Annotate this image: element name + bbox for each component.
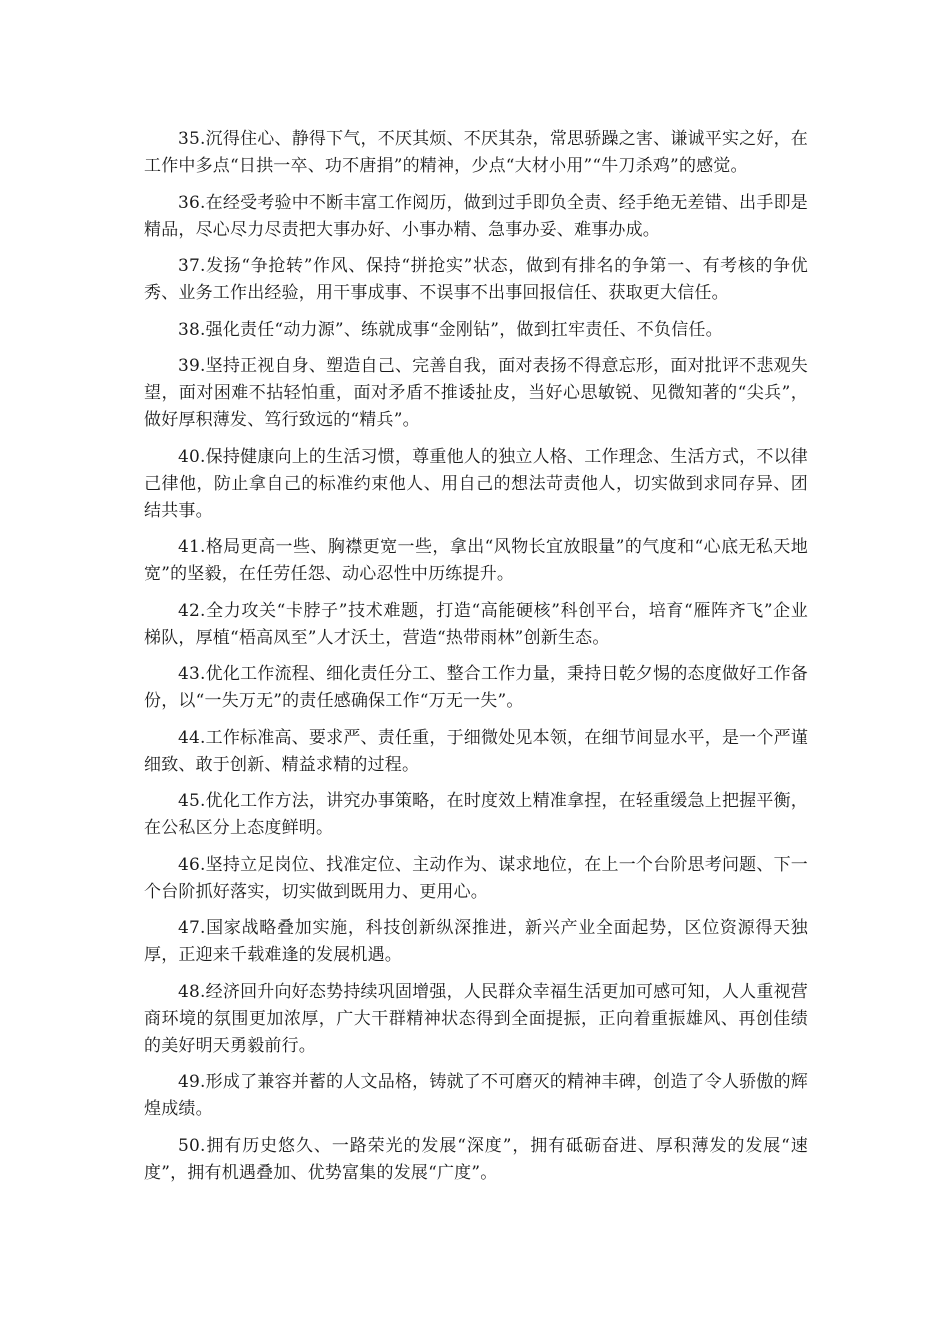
paragraph-48: 48.经济回升向好态势持续巩固增强，人民群众幸福生活更加可感可知，人人重视营商环境的氛围更加浓厚，广大干群精神状态得到全面提振，正向着重振雄风、再创佳绩的美好明天勇毅前行。 (144, 981, 808, 1056)
paragraph-44: 44.工作标准高、要求严、责任重，于细微处见本领，在细节间显水平，是一个严谨细致、敢于创新、精益求精的过程。 (144, 727, 808, 775)
paragraph-47: 47.国家战略叠加实施，科技创新纵深推进，新兴产业全面起势，区位资源得天独厚，正迎来千载难逢的发展机遇。 (144, 918, 808, 965)
paragraph-42: 42.全力攻关“卡脖子”技术难题，打造“高能硬核”科创平台，培育“雁阵齐飞”企业梯队，厚植“梧高凤至”人才沃土，营造“热带雨林”创新生态。 (144, 600, 808, 648)
paragraph-41: 41.格局更高一些、胸襟更宽一些，拿出“风物长宜放眼量”的气度和“心底无私天地宽”的坚毅，在任劳任怨、动心忍性中历练提升。 (144, 537, 808, 584)
document-body (144, 126, 808, 1196)
paragraph-50: 50.拥有历史悠久、一路荣光的发展“深度”，拥有砥砺奋进、厚积薄发的发展“速度”，拥有机遇叠加、优势富集的发展“广度”。 (144, 1135, 808, 1183)
paragraph-40: 40.保持健康向上的生活习惯，尊重他人的独立人格、工作理念、生活方式，不以律己律他，防止拿自己的标准约束他人、用自己的想法苛责他人，切实做到求同存异、团结共事。 (144, 446, 808, 521)
paragraph-36: 36.在经受考验中不断丰富工作阅历，做到过手即负全责、经手绝无差错、出手即是精品，尽心尽力尽责把大事办好、小事办精、急事办妥、难事办成。 (144, 192, 808, 240)
paragraph-39: 39.坚持正视自身、塑造自己、完善自我，面对表扬不得意忘形，面对批评不悲观失望，面对困难不拈轻怕重，面对矛盾不推诿扯皮，当好心思敏锐、见微知著的“尖兵”，做好厚积薄发、笃行致远的“精兵”。 (144, 356, 808, 430)
paragraph-46: 46.坚持立足岗位、找准定位、主动作为、谋求地位，在上一个台阶思考问题、下一个台阶抓好落实，切实做到既用力、更用心。 (144, 854, 808, 902)
paragraph-35: 35.沉得住心、静得下气，不厌其烦、不厌其杂，常思骄躁之害、谦诚平实之好，在工作中多点“日拱一卒、功不唐捐”的精神，少点“大材小用”“牛刀杀鸡”的感觉。 (144, 129, 808, 176)
paragraph-38: 38.强化责任“动力源”、练就成事“金刚钻”，做到扛牢责任、不负信任。 (178, 319, 723, 340)
paragraph-37: 37.发扬“争抢转”作风、保持“拼抢实”状态，做到有排名的争第一、有考核的争优秀、业务工作出经验，用干事成事、不误事不出事回报信任、获取更大信任。 (144, 256, 808, 303)
paragraph-49: 49.形成了兼容并蓄的人文品格，铸就了不可磨灭的精神丰碑，创造了令人骄傲的辉煌成绩。 (144, 1072, 808, 1119)
paragraph-43: 43.优化工作流程、细化责任分工、整合工作力量，秉持日乾夕惕的态度做好工作备份，以“一失万无”的责任感确保工作“万无一失”。 (144, 664, 808, 711)
paragraph-45: 45.优化工作方法，讲究办事策略，在时度效上精准拿捏，在轻重缓急上把握平衡，在公私区分上态度鲜明。 (144, 791, 808, 838)
